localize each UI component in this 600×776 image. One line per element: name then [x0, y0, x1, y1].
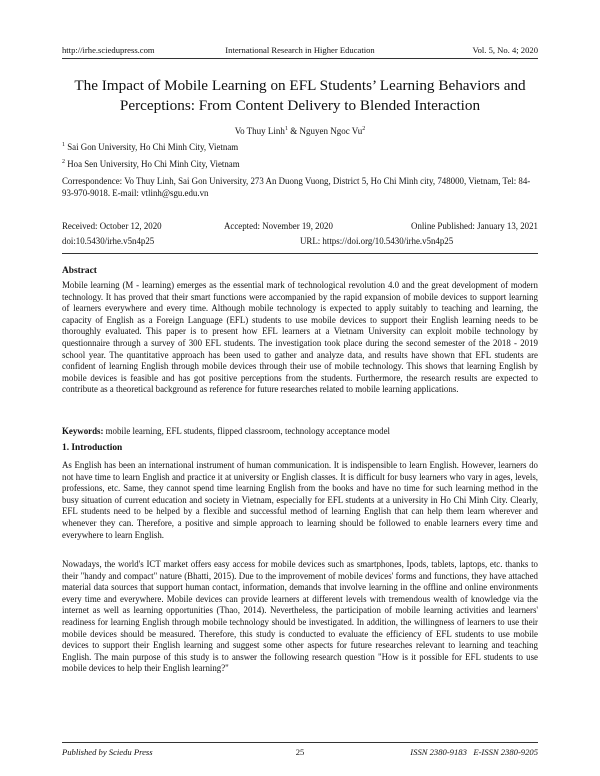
introduction-heading: 1. Introduction	[62, 443, 123, 453]
author-2-affiliation-mark: 2	[362, 126, 366, 132]
author-separator: &	[287, 126, 300, 136]
keywords-text: mobile learning, EFL students, flipped classroom, technology acceptance model	[103, 426, 390, 436]
running-header	[62, 44, 538, 59]
page-number: 25	[295, 747, 305, 757]
affiliation-2	[62, 159, 538, 171]
introduction-paragraph-2: Nowadays, the world's ICT market offers easy access for mobile devices such as smartphones, Ipods, tablets, laptops, etc. thanks to their "handy and compact" nature (Bhatti, 2015). Due to the improvement of mobile devices' forms and functions, they have attached material data sources that support human contact, information, demands that involve learning in the offline and online environments every time and everywhere. Mobile devices can provide learners at different levels with tremendous wealth of knowledge via the internet as well as learning opportunities (Thao, 2014). Nevertheless, the participation of mobile learning activities and learners' readiness for learning English through mobile technology should be investigated. In addition, the willingness of learners to use their mobile devices should be measured. Therefore, this study is conducted to evaluate the efficiency of EFL students to use mobile devices to support their English learning and suggest some other aspects for future researches relevant to learning and teaching English. The main purpose of this study is to answer the following research question "How is it possible for EFL students to use mobile devices to help their English learning?"	[62, 559, 538, 674]
affiliation-1-text: Sai Gon University, Ho Chi Minh City, Vietnam	[67, 142, 239, 152]
journal-url[interactable]: http://irhe.sciedupress.com	[62, 45, 155, 55]
doi-row	[62, 236, 538, 249]
received-date: Received: October 12, 2020	[62, 221, 162, 231]
author-2: Nguyen Ngoc Vu	[299, 126, 363, 136]
correspondence: Correspondence: Vo Thuy Linh, Sai Gon University, 273 An Duong Vuong, District 5, Ho Chi Minh city, 748000, Vietnam, Tel: 84-93-970-9018. E-mail: vtlinh@sgu.edu.vn	[62, 176, 531, 198]
affiliation-1-mark: 1	[62, 142, 65, 149]
abstract-heading: Abstract	[62, 266, 97, 276]
introduction-paragraph-1: As English has been an international instrument of human communication. It is indispensible to learn English. However, learners do not have time to learn English and practice it at university or English classes. It is difficult for busy learners who vary in ages, levels, professions, etc. Same, they cannot spend time learning English from the books and have no time for such learning method in the busy situation of current education and society in Vietnam, especially for EFL students at a university in Ho Chi Minh City. Clearly, EFL students need to be helped by a flexible and successful method of learning English that can help them learn wherever and whenever they can. Therefore, a positive and simple approach to learning should be followed to enable learners every time and everywhere to learn English.	[62, 460, 538, 540]
author-line	[62, 126, 538, 136]
affiliation-2-mark: 2	[62, 159, 65, 166]
affiliation-2-text: Hoa Sen University, Ho Chi Minh City, Vietnam	[67, 159, 240, 169]
paper-title: The Impact of Mobile Learning on EFL Students’ Learning Behaviors and Perceptions: From Content Delivery to Blended Interaction	[74, 77, 526, 114]
journal-name: International Research in Higher Education	[225, 45, 375, 55]
volume-info: Vol. 5, No. 4; 2020	[472, 45, 538, 55]
author-1-affiliation-mark: 1	[284, 126, 288, 132]
doi-url-link[interactable]: URL: https://doi.org/10.5430/irhe.v5n4p25	[300, 236, 454, 246]
author-1: Vo Thuy Linh	[234, 126, 285, 136]
publication-dates	[62, 221, 538, 234]
issn: ISSN 2380-9183 E-ISSN 2380-9205	[410, 747, 538, 757]
published-date: Online Published: January 13, 2021	[411, 221, 538, 231]
page-footer	[62, 742, 538, 757]
doi-text: doi:10.5430/irhe.v5n4p25	[62, 236, 155, 246]
keywords	[62, 426, 538, 436]
accepted-date: Accepted: November 19, 2020	[224, 221, 333, 231]
keywords-label: Keywords:	[62, 426, 104, 436]
abstract-text: Mobile learning (M - learning) emerges as the essential mark of technological revolution 4.0 and the great development of modern technology. It has proved that their smart functions were accompanied by the rapid expansion of mobile devices to support learning of learners everywhere and every time. Although mobile technology is expected to apply suitably to teaching and learning, the capacity of English as a Foreign Language (EFL) students to use mobile devices to support their English learning needs to be thoroughly evaluated. This paper is to present how EFL learners at a Vietnam University can exploit mobile technology by questionnaire through a survey of 300 EFL students. The investigation took place during the second semester of the 2018 - 2019 school year. The quantitative approach has been used to gather and analyze data, and results have shown that EFL students are confident of learning English through mobile devices through their use of mobile technology. This shows that learning English by mobile devices is feasible and has got positive perceptions from the students. Furthermore, the research results are expected to contribute as a theoretical background as reference for future researches related to mobile learning applications.	[62, 280, 538, 395]
publisher: Published by Sciedu Press	[62, 747, 153, 757]
affiliation-1	[62, 142, 538, 154]
divider	[62, 253, 538, 254]
